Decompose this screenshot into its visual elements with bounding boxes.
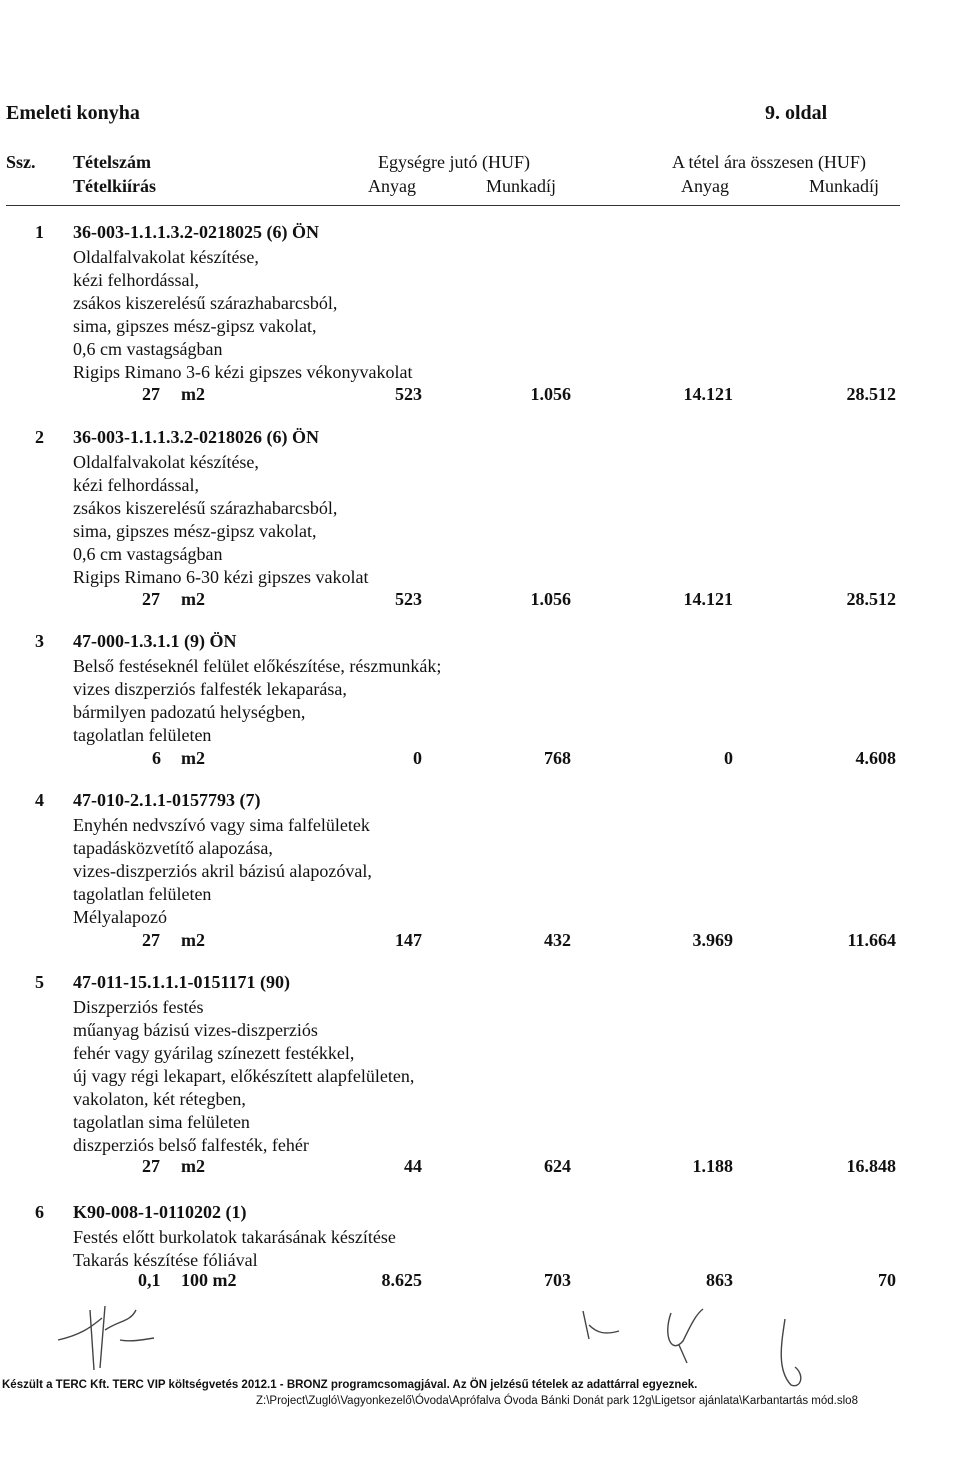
total-material: 1.188 bbox=[692, 1156, 733, 1176]
document-title: Emeleti konyha bbox=[6, 102, 140, 124]
col-ssz: Ssz. bbox=[6, 152, 36, 172]
description-line: Rigips Rimano 6-30 kézi gipszes vakolat bbox=[73, 567, 369, 587]
quantity: 27 bbox=[142, 1156, 160, 1176]
description-line: Oldalfalvakolat készítése, bbox=[73, 247, 259, 267]
item-number: 5 bbox=[35, 972, 44, 992]
description-line: Rigips Rimano 3-6 kézi gipszes vékonyvakolat bbox=[73, 362, 413, 382]
signature-icon bbox=[575, 1305, 725, 1365]
description-line: Enyhén nedvszívó vagy sima falfelületek bbox=[73, 815, 370, 835]
description-line: új vagy régi lekapart, előkészített alapfelületen, bbox=[73, 1066, 415, 1086]
unit: m2 bbox=[181, 1156, 205, 1176]
unit-material-price: 523 bbox=[395, 384, 422, 404]
item-number: 4 bbox=[35, 790, 44, 810]
item-code: 47-000-1.3.1.1 (9) ÖN bbox=[73, 631, 237, 651]
item-description bbox=[73, 451, 368, 589]
description-line: Oldalfalvakolat készítése, bbox=[73, 452, 259, 472]
unit-labor-price: 768 bbox=[544, 748, 571, 768]
col-tetelkiiras: Tételkiírás bbox=[73, 176, 156, 196]
total-material: 14.121 bbox=[683, 384, 733, 404]
total-labor: 16.848 bbox=[846, 1156, 896, 1176]
description-line: bármilyen padozatú helységben, bbox=[73, 702, 306, 722]
item-code: 36-003-1.1.1.3.2-0218026 (6) ÖN bbox=[73, 427, 319, 447]
col-total-anyag: Anyag bbox=[681, 176, 729, 196]
description-line: diszperziós belső falfesték, fehér bbox=[73, 1135, 309, 1155]
quantity: 27 bbox=[142, 384, 160, 404]
total-labor: 28.512 bbox=[846, 384, 896, 404]
total-labor: 11.664 bbox=[847, 930, 896, 950]
unit: m2 bbox=[181, 589, 205, 609]
description-line: tagolatlan felületen bbox=[73, 884, 212, 904]
unit-labor-price: 1.056 bbox=[530, 384, 571, 404]
col-total-munkadij: Munkadíj bbox=[809, 176, 879, 196]
unit-material-price: 523 bbox=[395, 589, 422, 609]
description-line: vakolaton, két rétegben, bbox=[73, 1089, 246, 1109]
description-line: vizes-diszperziós akril bázisú alapozóval, bbox=[73, 861, 372, 881]
unit-labor-price: 432 bbox=[544, 930, 571, 950]
signature-icon bbox=[50, 1300, 160, 1375]
item-code: 47-011-15.1.1.1-0151171 (90) bbox=[73, 972, 290, 992]
description-line: zsákos kiszerelésű szárazhabarcsból, bbox=[73, 498, 338, 518]
description-line: Mélyalapozó bbox=[73, 907, 167, 927]
item-number: 2 bbox=[35, 427, 44, 447]
total-material: 0 bbox=[724, 748, 733, 768]
unit-labor-price: 1.056 bbox=[530, 589, 571, 609]
item-description bbox=[73, 655, 441, 747]
description-line: fehér vagy gyárilag színezett festékkel, bbox=[73, 1043, 355, 1063]
description-line: vizes diszperziós falfesték lekaparása, bbox=[73, 679, 347, 699]
description-line: 0,6 cm vastagságban bbox=[73, 544, 223, 564]
item-description bbox=[73, 1226, 396, 1272]
description-line: zsákos kiszerelésű szárazhabarcsból, bbox=[73, 293, 338, 313]
description-line: műanyag bázisú vizes-diszperziós bbox=[73, 1020, 318, 1040]
unit-labor-price: 703 bbox=[544, 1270, 571, 1290]
unit: 100 m2 bbox=[181, 1270, 237, 1290]
unit: m2 bbox=[181, 384, 205, 404]
header-rule bbox=[6, 205, 900, 206]
total-labor: 4.608 bbox=[855, 748, 896, 768]
description-line: kézi felhordással, bbox=[73, 270, 199, 290]
quantity: 27 bbox=[142, 589, 160, 609]
total-material: 14.121 bbox=[683, 589, 733, 609]
unit-material-price: 44 bbox=[404, 1156, 422, 1176]
quantity: 6 bbox=[152, 748, 161, 768]
description-line: kézi felhordással, bbox=[73, 475, 199, 495]
page-number: 9. oldal bbox=[765, 102, 828, 124]
total-material: 863 bbox=[706, 1270, 733, 1290]
description-line: Belső festéseknél felület előkészítése, részmunkák; bbox=[73, 656, 442, 676]
item-number: 6 bbox=[35, 1202, 44, 1222]
unit-labor-price: 624 bbox=[544, 1156, 571, 1176]
description-line: tagolatlan felületen bbox=[73, 725, 212, 745]
item-description bbox=[73, 814, 372, 929]
signature-icon bbox=[765, 1315, 815, 1395]
col-unit-anyag: Anyag bbox=[368, 176, 416, 196]
col-unit-munkadij: Munkadíj bbox=[486, 176, 556, 196]
footer-file-path: Z:\Project\Zugló\Vagyonkezelő\Óvoda\Aprófalva Óvoda Bánki Donát park 12g\Ligetsor ajánlata\Karbantartás mód.slo8 bbox=[256, 1395, 858, 1407]
footer-software-note: Készült a TERC Kft. TERC VIP költségvetés 2012.1 - BRONZ programcsomagjával. Az ÖN jelzésű tételek az adattárral egyeznek. bbox=[2, 1379, 698, 1391]
total-labor: 28.512 bbox=[846, 589, 896, 609]
unit: m2 bbox=[181, 748, 205, 768]
description-line: Takarás készítése fóliával bbox=[73, 1250, 258, 1270]
item-description bbox=[73, 246, 412, 384]
description-line: tapadásközvetítő alapozása, bbox=[73, 838, 273, 858]
unit-material-price: 147 bbox=[395, 930, 422, 950]
item-description bbox=[73, 996, 414, 1157]
item-code: 36-003-1.1.1.3.2-0218025 (6) ÖN bbox=[73, 222, 319, 242]
quantity: 0,1 bbox=[138, 1270, 161, 1290]
description-line: Festés előtt burkolatok takarásának készítése bbox=[73, 1227, 396, 1247]
description-line: Diszperziós festés bbox=[73, 997, 204, 1017]
col-total-group: A tétel ára összesen (HUF) bbox=[672, 152, 866, 172]
description-line: 0,6 cm vastagságban bbox=[73, 339, 223, 359]
total-labor: 70 bbox=[878, 1270, 896, 1290]
item-number: 1 bbox=[35, 222, 44, 242]
quantity: 27 bbox=[142, 930, 160, 950]
description-line: sima, gipszes mész-gipsz vakolat, bbox=[73, 316, 317, 336]
description-line: sima, gipszes mész-gipsz vakolat, bbox=[73, 521, 317, 541]
col-unit-group: Egységre jutó (HUF) bbox=[378, 152, 530, 172]
item-code: 47-010-2.1.1-0157793 (7) bbox=[73, 790, 261, 810]
total-material: 3.969 bbox=[692, 930, 733, 950]
description-line: tagolatlan sima felületen bbox=[73, 1112, 250, 1132]
item-code: K90-008-1-0110202 (1) bbox=[73, 1202, 247, 1222]
col-tetelszam: Tételszám bbox=[73, 152, 151, 172]
unit-material-price: 8.625 bbox=[381, 1270, 422, 1290]
unit-material-price: 0 bbox=[413, 748, 422, 768]
item-number: 3 bbox=[35, 631, 44, 651]
unit: m2 bbox=[181, 930, 205, 950]
